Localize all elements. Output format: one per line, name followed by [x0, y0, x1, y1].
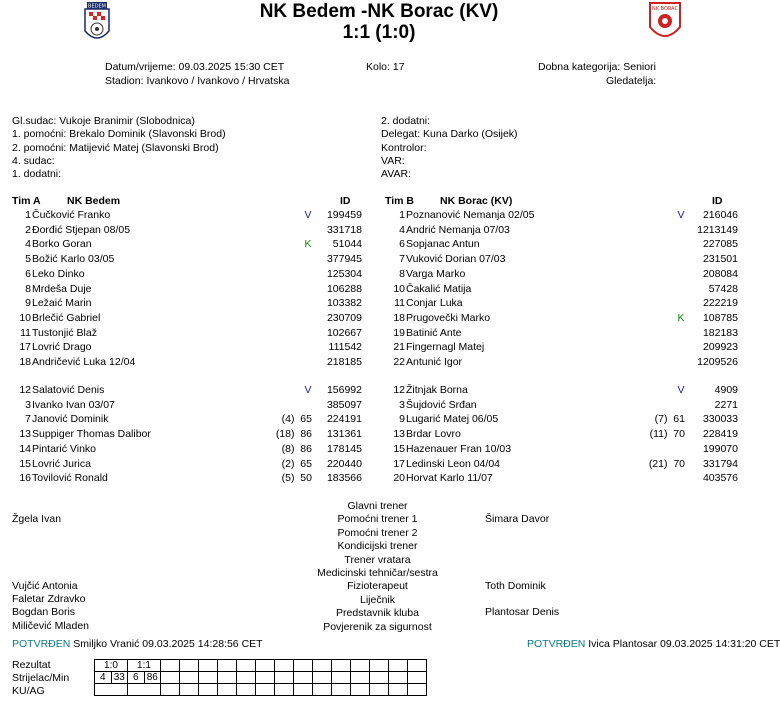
result-cell — [313, 660, 332, 672]
player-row — [0, 427, 758, 441]
team-b-label: Tim B — [385, 195, 414, 207]
player-row — [0, 208, 758, 222]
player-sub-minute: (18) 86 — [275, 428, 312, 441]
player-id: 156992 — [326, 384, 362, 396]
player-number: 3 — [399, 398, 405, 411]
player-id: 106288 — [326, 282, 362, 295]
player-sub-minute: (2) 65 — [281, 457, 312, 470]
player-name: Batinić Ante — [406, 326, 462, 339]
away-logo-text: NK BORAC — [652, 6, 678, 12]
home-logo-text: BEDEM — [88, 3, 106, 10]
scorer-cell — [313, 672, 332, 684]
player-role-mark: V — [304, 384, 312, 396]
player-id: 377945 — [326, 253, 362, 266]
player-id: 1209526 — [697, 356, 738, 368]
player-number: 12 — [393, 384, 405, 396]
kuag-cell — [275, 684, 294, 696]
team-b-name: NK Borac (KV) — [440, 195, 513, 207]
player-name: Mrdeša Duje — [32, 282, 92, 295]
scorer-cell — [351, 672, 370, 684]
scorer-cell — [180, 672, 199, 684]
player-id: 208084 — [702, 267, 738, 280]
official-right-line: Delegat: Kuna Darko (Osijek) — [381, 128, 518, 141]
player-row — [0, 398, 758, 412]
staff-role: Pomoćni trener 1 — [337, 513, 418, 526]
scorer-cell — [275, 672, 294, 684]
player-id: 57428 — [708, 282, 738, 295]
player-number: 14 — [19, 442, 31, 455]
match-score: 1:1 (1:0) — [342, 22, 416, 43]
player-number: 10 — [19, 311, 31, 324]
staff-role: Predstavnik kluba — [336, 607, 419, 620]
player-name: Tustonjić Blaž — [32, 326, 97, 339]
player-number: 9 — [399, 413, 405, 426]
confirm-a-text: Smiljko Vranić 09.03.2025 14:28:56 CET — [73, 638, 263, 650]
scorer-cell — [408, 672, 427, 684]
player-role-mark: V — [677, 209, 685, 221]
player-id: 216046 — [702, 209, 738, 221]
staff-a-name: Žgela Ivan — [12, 513, 62, 525]
player-row — [0, 442, 758, 456]
player-number: 17 — [19, 341, 31, 354]
kuag-cell — [161, 684, 180, 696]
player-name: Salatović Denis — [32, 384, 105, 396]
player-id: 111542 — [328, 341, 362, 354]
player-row — [0, 340, 758, 354]
scorer-cell — [332, 672, 351, 684]
player-id: 220440 — [326, 457, 362, 470]
official-left-line: 1. pomoćni: Brekalo Dominik (Slavonski Brod) — [12, 128, 226, 141]
confirm-team-a — [12, 638, 263, 650]
player-row — [0, 383, 758, 397]
player-role-mark: K — [304, 238, 312, 251]
player-number: 8 — [25, 282, 31, 295]
player-id: 224191 — [326, 413, 362, 426]
confirm-b-status: POTVRĐEN — [527, 638, 586, 650]
player-number: 12 — [19, 384, 31, 396]
scorer-cell — [237, 672, 256, 684]
staff-role: Kondicijski trener — [337, 540, 418, 553]
official-left-line: 1. dodatni: — [12, 168, 62, 181]
result-cell: 1:1 — [128, 660, 161, 672]
kuag-cell — [332, 684, 351, 696]
player-id: 102667 — [326, 326, 362, 339]
player-number: 22 — [393, 356, 405, 368]
player-number: 6 — [25, 267, 31, 280]
player-id: 199070 — [702, 442, 738, 455]
kuag-cell — [95, 684, 128, 696]
result-label: Rezultat — [12, 659, 51, 671]
scorer-label: Strijelac/Min — [12, 672, 70, 684]
player-id: 331794 — [702, 457, 738, 470]
player-row — [0, 457, 758, 471]
player-name: Lovrić Drago — [32, 341, 92, 354]
scorer-cell — [218, 672, 237, 684]
staff-role: Pomoćni trener 2 — [337, 526, 418, 539]
result-cell — [332, 660, 351, 672]
result-grid — [94, 659, 427, 696]
result-cell — [275, 660, 294, 672]
player-id: 178145 — [326, 442, 362, 455]
result-cell — [351, 660, 370, 672]
confirm-a-status: POTVRĐEN — [12, 638, 71, 650]
player-row — [0, 355, 758, 369]
player-name: Brdar Lovro — [406, 428, 461, 441]
staff-a-name: Vujčić Antonia — [12, 580, 78, 592]
scorer-minute: 86 — [146, 672, 158, 683]
team-b-id-header: ID — [712, 195, 723, 207]
scorer-cell — [294, 672, 313, 684]
player-name: Ledinski Leon 04/04 — [406, 457, 500, 470]
player-name: Andričević Luka 12/04 — [32, 356, 136, 368]
player-id: 222219 — [702, 297, 738, 310]
attendance: Gledatelja: — [606, 75, 657, 87]
player-id: 227085 — [702, 238, 738, 251]
player-role-mark: V — [677, 384, 685, 396]
player-name: Suppiger Thomas Dalibor — [32, 428, 151, 441]
scorer-pair — [128, 672, 160, 683]
player-id: 199459 — [326, 209, 362, 221]
player-number: 3 — [25, 398, 31, 411]
player-name: Andrić Nemanja 07/03 — [406, 223, 510, 236]
player-name: Vuković Dorian 07/03 — [406, 253, 506, 266]
player-id: 228419 — [702, 428, 738, 441]
scorer-cell — [199, 672, 218, 684]
player-name: Leko Dinko — [32, 267, 85, 280]
scorer-cell — [370, 672, 389, 684]
age-category: Dobna kategorija: Seniori — [538, 61, 656, 73]
player-row — [0, 471, 758, 485]
official-left-line: Gl.sudac: Vukoje Branimir (Slobodnica) — [12, 115, 195, 127]
player-row — [0, 326, 758, 340]
player-number: 16 — [19, 472, 31, 485]
player-name: Varga Marko — [406, 267, 466, 280]
player-id: 330033 — [702, 413, 738, 426]
player-number: 13 — [19, 428, 31, 441]
staff-b-name: Toth Dominik — [485, 580, 546, 592]
official-right-line: Kontrolor: — [381, 141, 427, 154]
player-sub-minute: (4) 65 — [281, 413, 312, 426]
player-id: 1213149 — [697, 223, 738, 236]
result-cell — [161, 660, 180, 672]
player-number: 8 — [399, 267, 405, 280]
player-number: 10 — [393, 282, 405, 295]
player-name: Horvat Karlo 11/07 — [406, 472, 493, 485]
staff-b-name: Plantosar Denis — [485, 606, 560, 618]
official-left-line: 2. pomoćni: Matijević Matej (Slavonski Brod) — [12, 141, 219, 154]
player-id: 183566 — [326, 472, 362, 485]
player-sub-minute: (5) 50 — [281, 472, 312, 485]
player-row — [0, 412, 758, 426]
player-number: 21 — [393, 341, 405, 354]
player-row — [0, 237, 758, 251]
scorer-cell — [389, 672, 408, 684]
kuag-cell — [370, 684, 389, 696]
player-number: 18 — [19, 356, 31, 368]
player-number: 7 — [25, 413, 31, 426]
confirm-b-text: Ivica Plantosar 09.03.2025 14:31:20 CET — [588, 638, 780, 650]
player-row — [0, 223, 758, 237]
player-number: 13 — [393, 428, 405, 441]
kuag-label: KU/AG — [12, 685, 45, 697]
result-cell — [408, 660, 427, 672]
player-number: 11 — [20, 326, 31, 339]
scorer-minute: 33 — [113, 672, 125, 683]
player-name: Prugovečki Marko — [406, 311, 491, 324]
player-name: Fingernagl Matej — [406, 341, 485, 354]
staff-role: Medicinski tehničar/sestra — [317, 567, 438, 579]
player-number: 9 — [25, 297, 31, 310]
player-name: Sopjanac Antun — [406, 238, 480, 251]
player-number: 17 — [393, 457, 405, 470]
player-sub-minute: (7) 61 — [654, 413, 685, 426]
player-number: 4 — [25, 238, 31, 251]
result-cell — [389, 660, 408, 672]
player-role-mark: V — [304, 209, 312, 221]
official-right-line: 2. dodatni: — [381, 115, 431, 127]
player-number: 6 — [399, 238, 405, 251]
kuag-cell — [237, 684, 256, 696]
player-id: 51044 — [332, 238, 362, 251]
kuag-cell — [128, 684, 161, 696]
player-sub-minute: (11) 70 — [649, 428, 685, 441]
official-left-line: 4. sudac: — [12, 154, 55, 167]
staff-role: Liječnik — [359, 593, 396, 606]
player-name: Conjar Luka — [406, 297, 463, 310]
match-datetime: Datum/vrijeme: 09.03.2025 15:30 CET — [105, 61, 285, 73]
player-name: Čučković Franko — [32, 209, 111, 221]
result-cell — [218, 660, 237, 672]
match-round: Kolo: 17 — [366, 61, 405, 73]
staff-a-name: Bogdan Boris — [12, 606, 76, 618]
player-sub-minute: (8) 86 — [281, 442, 312, 455]
kuag-cell — [199, 684, 218, 696]
scorer-cell — [95, 672, 128, 684]
kuag-cell — [408, 684, 427, 696]
staff-role: Glavni trener — [347, 500, 408, 512]
staff-a-name: Miličević Mladen — [12, 620, 90, 632]
player-id: 125304 — [326, 267, 362, 280]
player-row — [0, 267, 758, 281]
player-name: Antunić Igor — [406, 356, 463, 368]
player-row — [0, 311, 758, 325]
kuag-cell — [313, 684, 332, 696]
match-stadium: Stadion: Ivankovo / Ivankovo / Hrvatska — [105, 75, 290, 87]
result-cell — [256, 660, 275, 672]
kuag-cell — [389, 684, 408, 696]
player-name: Hazenauer Fran 10/03 — [406, 442, 512, 455]
player-name: Žitnjak Borna — [406, 384, 468, 396]
player-sub-minute: (21) 70 — [648, 457, 685, 470]
scorer-number: 6 — [128, 672, 145, 683]
player-name: Božić Karlo 03/05 — [32, 253, 115, 266]
player-id: 331718 — [326, 223, 362, 236]
player-id: 182183 — [702, 326, 738, 339]
team-a-id-header: ID — [340, 195, 351, 207]
player-name: Čakalić Matija — [406, 282, 472, 295]
result-cell — [370, 660, 389, 672]
player-name: Šujdović Srđan — [406, 398, 477, 411]
player-name: Brlečić Gabriel — [32, 311, 101, 324]
player-number: 19 — [393, 326, 405, 339]
player-name: Tovilović Ronald — [32, 472, 108, 485]
player-number: 1 — [25, 209, 31, 221]
official-right-line: VAR: — [381, 154, 405, 167]
player-name: Ležaić Marin — [32, 297, 92, 310]
result-cell — [294, 660, 313, 672]
player-id: 230709 — [326, 311, 362, 324]
player-id: 231501 — [702, 253, 738, 266]
player-id: 103382 — [326, 297, 362, 310]
player-name: Lovrić Jurica — [32, 457, 91, 470]
player-name: Janović Dominik — [32, 413, 109, 426]
staff-a-name: Faletar Zdravko — [12, 593, 86, 605]
player-name: Đorđić Stjepan 08/05 — [32, 223, 131, 236]
player-id: 131361 — [326, 428, 362, 441]
player-role-mark: K — [677, 311, 685, 324]
player-number: 2 — [25, 223, 31, 236]
player-number: 1 — [399, 209, 405, 221]
player-number: 11 — [394, 297, 405, 310]
player-name: Borko Goran — [32, 238, 92, 251]
player-id: 2271 — [714, 398, 738, 411]
player-name: Pintarić Vinko — [32, 442, 97, 455]
player-row — [0, 282, 758, 296]
scorer-cell — [128, 672, 161, 684]
player-name: Lugarić Matej 06/05 — [406, 413, 499, 426]
scorer-number: 4 — [95, 672, 112, 683]
team-a-name: NK Bedem — [67, 195, 121, 207]
result-cell — [237, 660, 256, 672]
scorer-cell — [161, 672, 180, 684]
kuag-cell — [351, 684, 370, 696]
player-id: 403576 — [702, 472, 738, 485]
player-number: 4 — [399, 223, 405, 236]
team-a-label: Tim A — [12, 195, 41, 207]
player-row — [0, 252, 758, 266]
player-number: 15 — [19, 457, 31, 470]
player-number: 20 — [393, 472, 405, 485]
player-id: 209923 — [702, 341, 738, 354]
player-number: 7 — [399, 253, 405, 266]
kuag-cell — [218, 684, 237, 696]
official-right-line: AVAR: — [381, 168, 411, 181]
staff-b-name: Šimara Davor — [485, 513, 550, 525]
staff-role: Fizioterapeut — [347, 580, 408, 593]
player-number: 15 — [393, 442, 405, 455]
player-id: 385097 — [326, 398, 362, 411]
kuag-cell — [180, 684, 199, 696]
scorer-pair — [95, 672, 127, 683]
player-id: 108785 — [702, 311, 738, 324]
player-number: 18 — [393, 311, 405, 324]
confirm-team-b — [527, 638, 780, 650]
result-cell — [199, 660, 218, 672]
scorer-cell — [256, 672, 275, 684]
staff-role: Povjerenik za sigurnost — [323, 620, 432, 633]
player-id: 4909 — [714, 384, 738, 396]
match-title: NK Bedem -NK Borac (KV) — [259, 1, 499, 22]
kuag-cell — [294, 684, 313, 696]
result-cell: 1:0 — [95, 660, 128, 672]
staff-role: Trener vratara — [344, 553, 411, 566]
player-name: Poznanović Nemanja 02/05 — [406, 209, 535, 221]
player-id: 218185 — [326, 356, 362, 368]
kuag-cell — [256, 684, 275, 696]
player-number: 5 — [25, 253, 31, 266]
player-row — [0, 296, 758, 310]
player-name: Ivanko Ivan 03/07 — [32, 398, 115, 411]
result-cell — [180, 660, 199, 672]
